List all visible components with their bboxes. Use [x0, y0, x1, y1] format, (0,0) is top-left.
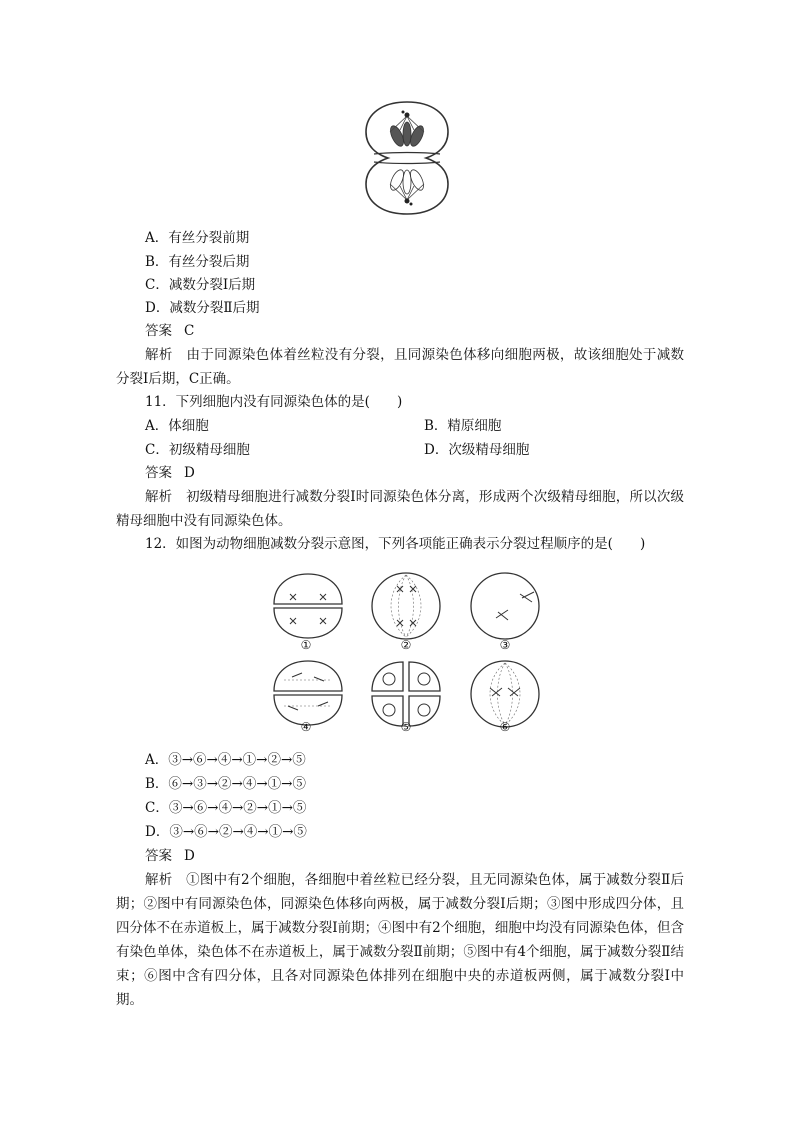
q12-answer	[145, 846, 195, 866]
answer-label: 答案	[145, 323, 172, 339]
analysis-label: 解析	[145, 347, 173, 363]
analysis-text: 由于同源染色体着丝粒没有分裂，且同源染色体移向细胞两极，故该细胞处于减数分裂Ⅰ后期，C正确。	[116, 347, 685, 387]
q11-option-d: D．次级精母细胞	[424, 442, 530, 458]
q12-analysis	[116, 868, 684, 1012]
analysis-text: ①图中有2个细胞，各细胞中着丝粒已经分裂，且无同源染色体，属于减数分裂Ⅱ后期；②图中有同源染色体，同源染色体移向两极，属于减数分裂Ⅰ后期；③图中形成四分体，且四分体不在赤道板上，属于减数分裂Ⅰ前期；④图中有2个细胞，细胞中均没有同源染色体，但含有染色单体，染色体不在赤道板上，属于减数分裂Ⅱ前期；⑤图中有4个细胞，属于减数分裂Ⅱ结束；⑥图中含有四分体，且各对同源染色体排列在细胞中央的赤道板两侧，属于减数分裂Ⅰ中期。	[116, 872, 685, 1008]
q10-option-a: A．有丝分裂前期	[145, 230, 250, 246]
q10-analysis	[116, 343, 684, 391]
q11-option-c: C．初级精母细胞	[145, 442, 250, 458]
q12-option-b: B．⑥→③→②→④→①→⑤	[145, 776, 306, 792]
analysis-label: 解析	[145, 872, 173, 888]
analysis-label: 解析	[145, 489, 173, 505]
cell-division-figure	[360, 98, 455, 218]
answer-value: D	[184, 848, 195, 864]
q11-option-a: A．体细胞	[145, 418, 209, 434]
answer-label: 答案	[145, 465, 172, 481]
figure-label-5: ⑤	[400, 720, 412, 734]
q10-option-c: C．减数分裂Ⅰ后期	[145, 277, 256, 293]
figure-label-1: ①	[300, 638, 312, 652]
q11-analysis	[116, 485, 684, 533]
figure-label-3: ③	[499, 638, 511, 652]
answer-label: 答案	[145, 848, 172, 864]
q10-answer	[145, 321, 194, 341]
q12-option-d: D．③→⑥→②→④→①→⑤	[145, 824, 307, 840]
meiosis-figure	[262, 566, 558, 742]
q11-option-b: B．精原细胞	[424, 418, 502, 434]
figure-label-4: ④	[300, 720, 312, 734]
q12-question: 12．如图为动物细胞减数分裂示意图，下列各项能正确表示分裂过程顺序的是( )	[145, 536, 646, 552]
q10-option-d: D．减数分裂Ⅱ后期	[145, 300, 260, 316]
analysis-text: 初级精母细胞进行减数分裂Ⅰ时同源染色体分离，形成两个次级精母细胞，所以次级精母细胞中没有同源染色体。	[116, 489, 684, 529]
q11-question: 11．下列细胞内没有同源染色体的是( )	[145, 394, 403, 410]
answer-value: C	[184, 323, 195, 339]
q10-option-b: B．有丝分裂后期	[145, 254, 250, 270]
answer-value: D	[184, 465, 195, 481]
figure-label-2: ②	[400, 638, 412, 652]
q12-option-a: A．③→⑥→④→①→②→⑤	[145, 752, 306, 768]
q12-option-c: C．③→⑥→④→②→①→⑤	[145, 800, 307, 816]
q11-answer	[145, 463, 195, 483]
figure-label-6: ⑥	[499, 720, 511, 734]
